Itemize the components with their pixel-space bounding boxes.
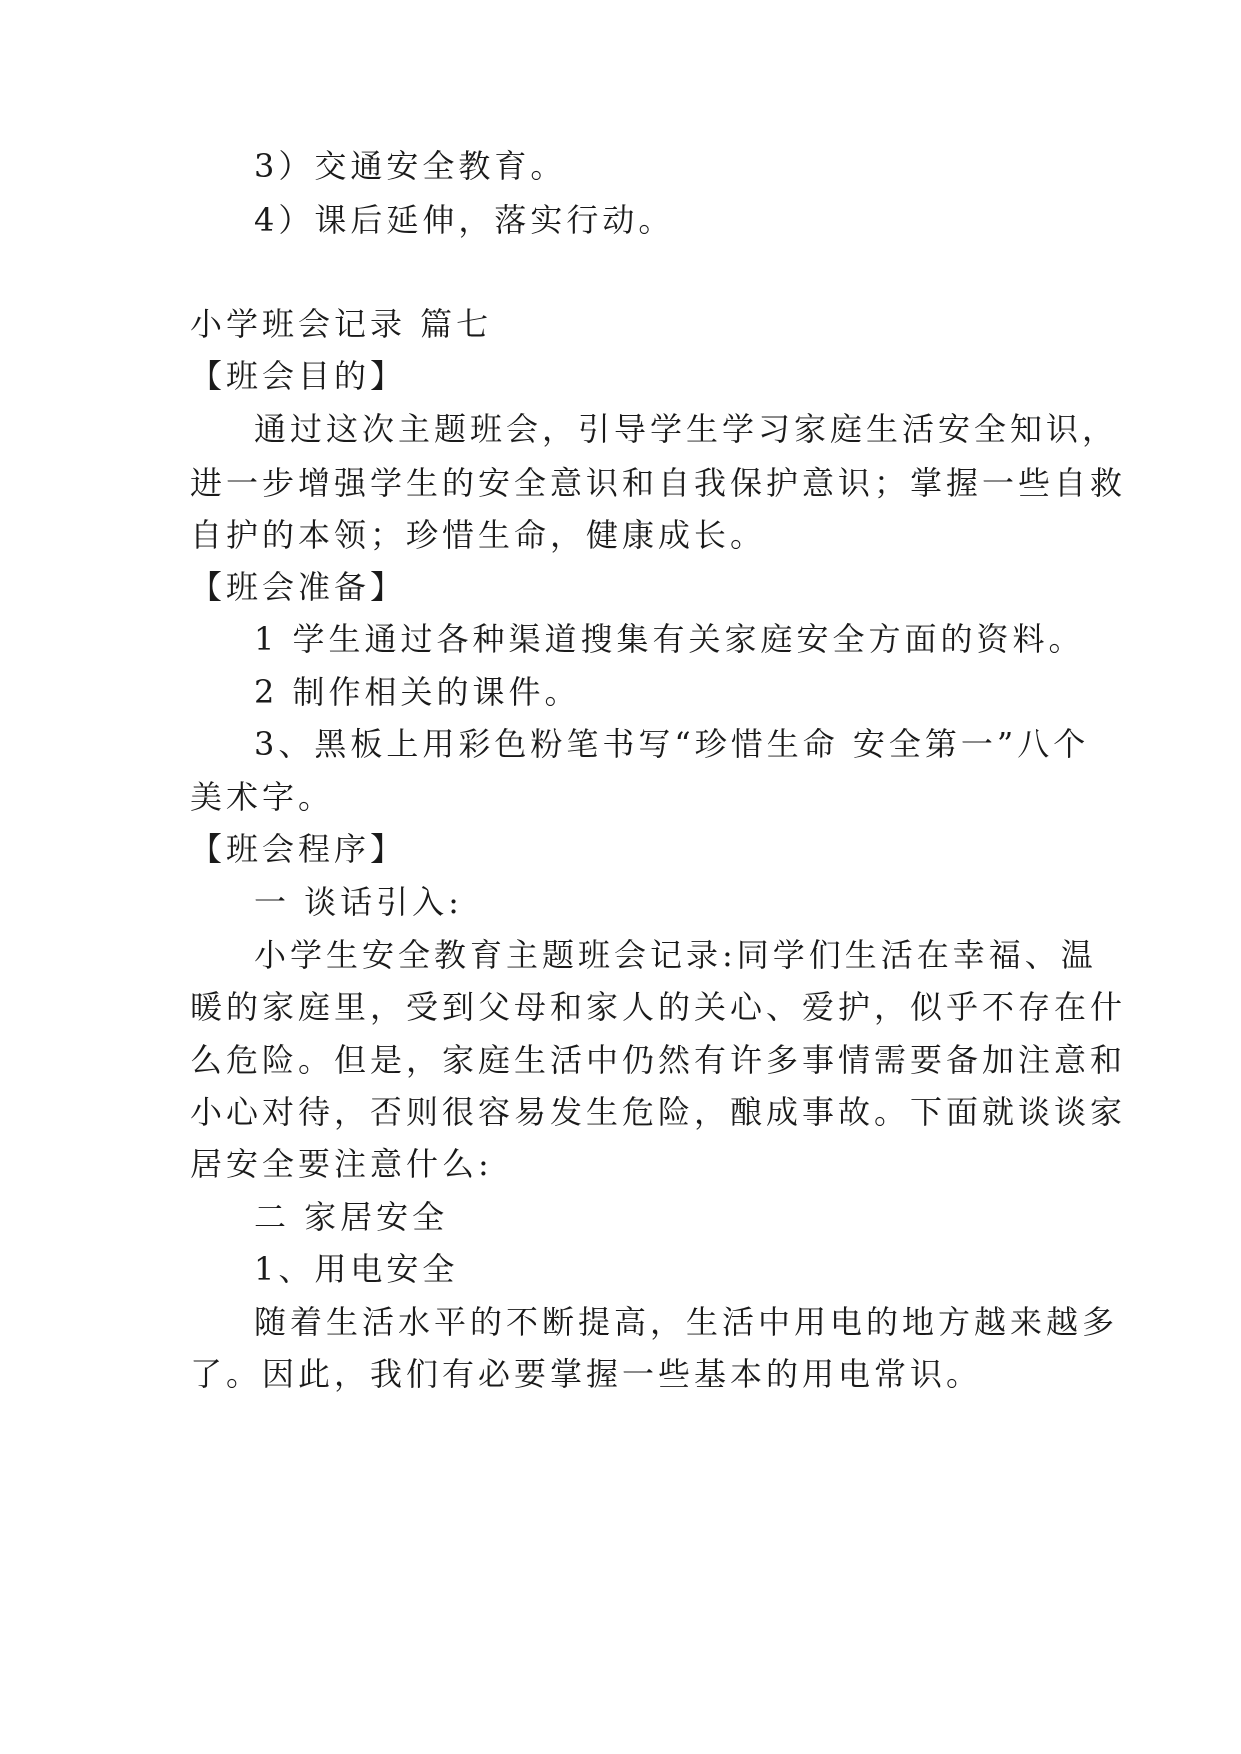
procedure-heading: 【班会程序】 <box>190 830 407 868</box>
intro-paragraph-line: 小学生安全教育主题班会记录:同学们生活在幸福、温 <box>254 936 1097 974</box>
prep-item-line: 美术字。 <box>190 778 335 816</box>
list-item-traffic-safety: 3）交通安全教育。 <box>254 147 567 185</box>
intro-paragraph-line: 居安全要注意什么: <box>190 1145 493 1183</box>
list-item-follow-up: 4）课后延伸，落实行动。 <box>254 201 675 239</box>
goal-paragraph-line: 自护的本领；珍惜生命，健康成长。 <box>190 516 767 554</box>
prep-item-line: 3、黑板上用彩色粉笔书写“珍惜生命 安全第一”八个 <box>254 725 1090 763</box>
intro-paragraph-line: 小心对待，否则很容易发生危险，酿成事故。下面就谈谈家 <box>190 1093 1127 1131</box>
step1-heading: 一 谈话引入: <box>254 883 463 921</box>
step2-heading: 二 家居安全 <box>254 1198 449 1236</box>
prep-heading: 【班会准备】 <box>190 568 407 606</box>
electric-paragraph-line: 了。因此，我们有必要掌握一些基本的用电常识。 <box>190 1355 983 1393</box>
electric-paragraph-line: 随着生活水平的不断提高，生活中用电的地方越来越多 <box>254 1303 1119 1341</box>
prep-item: 1 学生通过各种渠道搜集有关家庭安全方面的资料。 <box>254 620 1085 658</box>
sub1-heading: 1、用电安全 <box>254 1250 459 1288</box>
intro-paragraph-line: 么危险。但是，家庭生活中仍然有许多事情需要备加注意和 <box>190 1041 1127 1079</box>
goal-heading: 【班会目的】 <box>190 357 407 395</box>
goal-paragraph-line: 通过这次主题班会，引导学生学习家庭生活安全知识， <box>254 410 1119 448</box>
goal-paragraph-line: 进一步增强学生的安全意识和自我保护意识；掌握一些自救 <box>190 464 1127 502</box>
section-title: 小学班会记录 篇七 <box>190 305 493 343</box>
prep-item: 2 制作相关的课件。 <box>254 673 581 711</box>
intro-paragraph-line: 暖的家庭里，受到父母和家人的关心、爱护，似乎不存在什 <box>190 988 1127 1026</box>
